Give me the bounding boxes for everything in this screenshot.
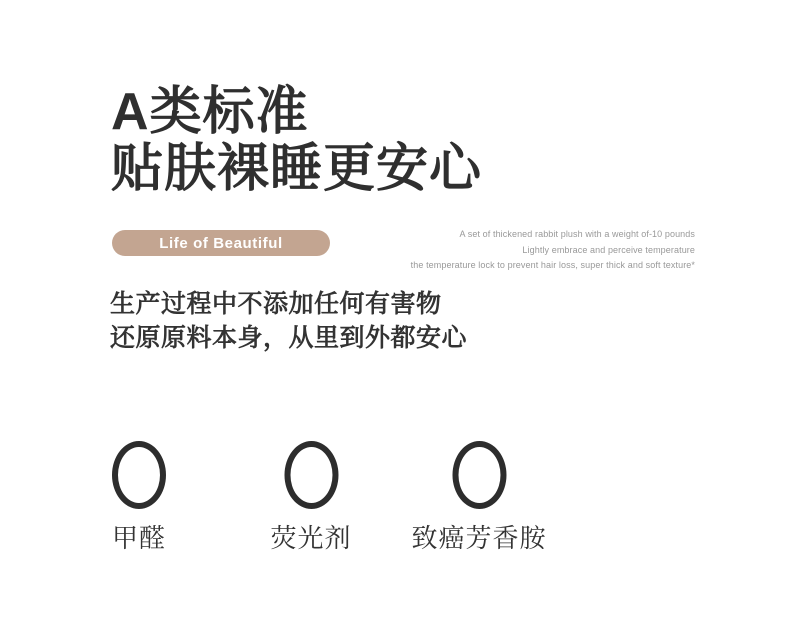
safety-item-fluorescent-agent: [270, 441, 351, 555]
safety-item-formaldehyde: [112, 441, 166, 555]
safety-item-label: 甲醛: [111, 523, 167, 553]
subtitle-line2: 还原原料本身，从里到外都安心: [110, 324, 468, 352]
brand-ribbon: [112, 230, 330, 256]
subtitle-text: [110, 287, 467, 355]
safety-item-label: 致癌芳香胺: [411, 523, 547, 553]
intro-text-en: [411, 227, 695, 274]
subtitle-line1: 生产过程中不添加任何有害物: [110, 290, 442, 318]
zero-circle-icon: [284, 441, 338, 509]
page-title: [111, 84, 482, 198]
page-title-line1: A类标准: [111, 83, 309, 141]
zero-circle-icon: [452, 441, 506, 509]
page-title-line2: 贴肤裸睡更安心: [111, 140, 483, 198]
intro-text-en-line2: Lightly embrace and perceive temperature: [522, 244, 695, 255]
zero-circle-icon: [112, 441, 166, 509]
intro-text-en-line1: A set of thickened rabbit plush with a weight of-10 pounds: [459, 229, 695, 239]
safety-item-label: 荧光剂: [270, 523, 352, 553]
brand-ribbon-label: Life of Beautiful: [159, 234, 283, 252]
safety-item-aromatic-amines: [411, 441, 546, 555]
intro-text-en-line3: the temperature lock to prevent hair loss, super thick and soft texture*: [410, 260, 695, 270]
